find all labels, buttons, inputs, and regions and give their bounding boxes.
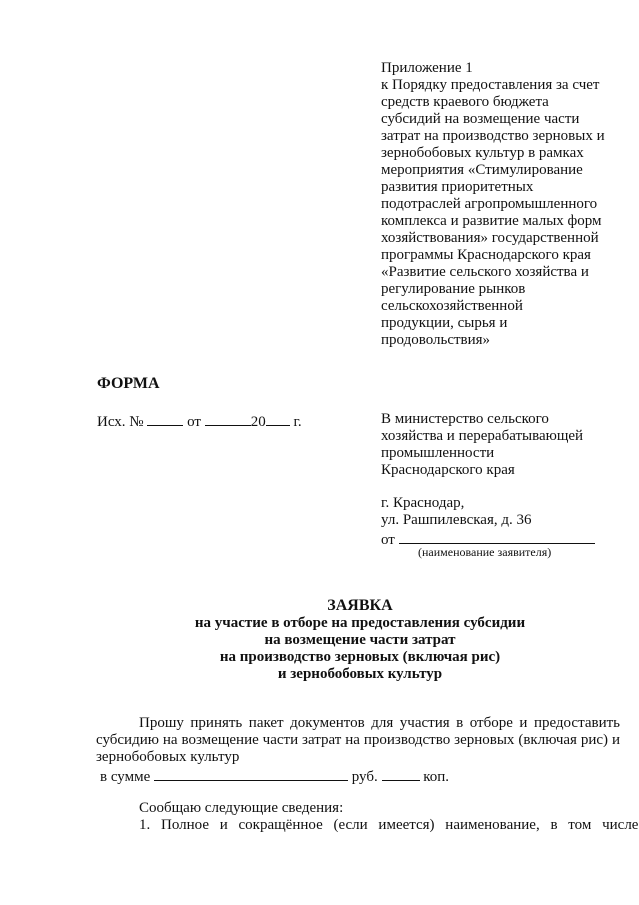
- appendix-line: затрат на производство зерновых и: [381, 128, 605, 144]
- ref-date-label: от: [187, 414, 201, 430]
- title-line: на производство зерновых (включая рис): [219, 649, 501, 665]
- appendix-line: хозяйствования» государственной: [381, 230, 599, 246]
- appendix-line: комплекса и развитие малых форм: [381, 213, 602, 229]
- addressee-line: Краснодарского края: [381, 462, 515, 478]
- ref-year-prefix: 20: [250, 414, 266, 430]
- application-body: [96, 715, 639, 834]
- appendix-line: средств краевого бюджета: [381, 94, 549, 110]
- appendix-line: развития приоритетных: [381, 179, 534, 195]
- title-line: на возмещение части затрат: [264, 632, 456, 648]
- document-title: [60, 597, 639, 683]
- appendix-line: продукции, сырья и: [381, 315, 508, 331]
- appendix-line: регулирование рынков: [381, 281, 526, 297]
- form-label: ФОРМА: [97, 375, 160, 392]
- addressee-line: хозяйства и перерабатывающей: [381, 428, 584, 444]
- title-line: и зернобобовых культур: [277, 666, 443, 682]
- appendix-line: программы Краснодарского края: [381, 247, 591, 263]
- kop-label: коп.: [423, 769, 450, 785]
- rub-label: руб.: [351, 769, 378, 785]
- ref-date-blank[interactable]: [205, 411, 251, 426]
- addressee-line: В министерство сельского: [381, 411, 549, 427]
- outgoing-reference: [97, 411, 302, 431]
- address-line: ул. Рашпилевская, д. 36: [381, 512, 532, 528]
- title-main: ЗАЯВКА: [327, 597, 393, 614]
- sum-rub-blank[interactable]: [154, 766, 348, 781]
- appendix-line: подотраслей агропромышленного: [381, 196, 598, 212]
- appendix-line: Приложение 1: [381, 60, 473, 76]
- sum-kop-blank[interactable]: [382, 766, 420, 781]
- sum-label: в сумме: [100, 769, 151, 785]
- appendix-line: мероприятия «Стимулирование: [381, 162, 583, 178]
- appendix-line: продовольствия»: [381, 332, 491, 348]
- ref-number-blank[interactable]: [147, 411, 183, 426]
- appendix-line: сельскохозяйственной: [381, 298, 523, 314]
- appendix-line: «Развитие сельского хозяйства и: [381, 264, 589, 280]
- addressee-line: промышленности: [381, 445, 495, 461]
- list-item: 1. Полное и сокращённое (если имеется) наименование, в том числе: [139, 817, 639, 833]
- appendix-line: к Порядку предоставления за счет: [381, 77, 600, 93]
- ref-year-blank[interactable]: [266, 411, 290, 426]
- applicant-name-blank[interactable]: [399, 529, 595, 544]
- applicant-from-label: от: [381, 532, 395, 548]
- ref-number-label: Исх. №: [97, 414, 144, 430]
- address-block: [381, 495, 631, 549]
- request-paragraph: Прошу принять пакет документов для участия в отборе и предоставить субсидию на возмещение части затрат на производство зерновых (включая рис) и зернобобовых культур: [96, 715, 620, 765]
- appendix-line: субсидий на возмещение части: [381, 111, 580, 127]
- addressee-block: [381, 411, 631, 479]
- ref-year-suffix: г.: [293, 414, 302, 430]
- appendix-block: [381, 60, 631, 349]
- title-line: на участие в отборе на предоставления субсидии: [194, 615, 526, 631]
- sum-line: [100, 766, 620, 786]
- report-line: Сообщаю следующие сведения:: [139, 800, 344, 816]
- appendix-line: зернобобовых культур в рамках: [381, 145, 584, 161]
- applicant-caption: (наименование заявителя): [418, 545, 552, 559]
- address-line: г. Краснодар,: [381, 495, 465, 511]
